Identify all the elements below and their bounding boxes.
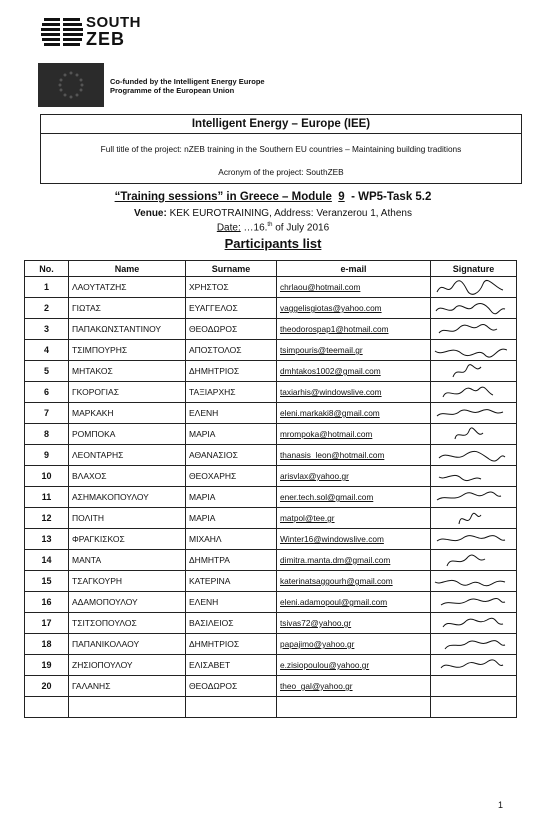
participant-no: 18	[25, 634, 69, 655]
table-row	[25, 571, 517, 592]
participant-email: vaggelisgiotas@yahoo.com	[277, 298, 431, 319]
participant-email: papajimo@yahoo.gr	[277, 634, 431, 655]
venue-label: Venue:	[134, 208, 167, 219]
date-rest: of July 2016	[275, 222, 330, 234]
participant-no: 6	[25, 382, 69, 403]
empty-cell	[69, 697, 186, 718]
participant-email: taxiarhis@windowslive.com	[277, 382, 431, 403]
participant-email: mrompoka@hotmail.com	[277, 424, 431, 445]
participant-no: 7	[25, 403, 69, 424]
participant-signature	[431, 361, 517, 382]
participant-surname: ΕΥΑΓΓΕΛΟΣ	[186, 298, 277, 319]
participant-no: 2	[25, 298, 69, 319]
participant-signature	[431, 487, 517, 508]
table-row	[25, 508, 517, 529]
participant-email: eleni.markaki8@gmail.com	[277, 403, 431, 424]
col-header-surname: Surname	[186, 261, 277, 277]
participant-email: ener.tech.sol@gmail.com	[277, 487, 431, 508]
table-row	[25, 424, 517, 445]
table-row	[25, 676, 517, 697]
participant-signature	[431, 319, 517, 340]
empty-cell	[277, 697, 431, 718]
participant-surname: ΑΘΑΝΑΣΙΟΣ	[186, 445, 277, 466]
participant-surname: ΚΑΤΕΡΙΝΑ	[186, 571, 277, 592]
training-quoted: “Training sessions” in Greece – Module	[114, 191, 332, 203]
participant-signature	[431, 655, 517, 676]
participant-no: 8	[25, 424, 69, 445]
date-line: Date: …16.$^{th}$ of July 2016	[216, 222, 330, 234]
participant-no: 16	[25, 592, 69, 613]
participant-name: ΠΑΠΑΚΩΝΣΤΑΝΤΙΝΟΥ	[69, 319, 186, 340]
participant-surname: ΤΑΞΙΑΡΧΗΣ	[186, 382, 277, 403]
participant-name: ΤΣΙΜΠΟΥΡΗΣ	[69, 340, 186, 361]
participant-no: 20	[25, 676, 69, 697]
handwritten-signature-icon	[433, 404, 507, 423]
table-row	[25, 655, 517, 676]
participant-name: ΓΙΩΤΑΣ	[69, 298, 186, 319]
participant-signature	[431, 508, 517, 529]
table-row	[25, 466, 517, 487]
table-row	[25, 382, 517, 403]
participant-email: chrlaou@hotmail.com	[277, 277, 431, 298]
participant-surname: ΕΛΙΣΑΒΕΤ	[186, 655, 277, 676]
handwritten-signature-icon	[433, 341, 507, 360]
logo-stripes-icon	[40, 12, 84, 52]
handwritten-signature-icon	[433, 593, 507, 612]
eu-flag-icon	[38, 63, 104, 107]
participant-name: ΦΡΑΓΚΙΣΚΟΣ	[69, 529, 186, 550]
cofunding-line2: Programme of the European Union	[110, 86, 235, 95]
participant-signature	[431, 571, 517, 592]
participant-name: ΒΛΑΧΟΣ	[69, 466, 186, 487]
participant-email: katerinatsaggourh@gmail.com	[277, 571, 431, 592]
participant-name: ΠΑΠΑΝΙΚΟΛΑΟΥ	[69, 634, 186, 655]
participant-surname: ΜΑΡΙΑ	[186, 487, 277, 508]
participant-no: 4	[25, 340, 69, 361]
participant-email: theo_gal@yahoo.gr	[277, 676, 431, 697]
participant-name: ΖΗΣΙΟΠΟΥΛΟΥ	[69, 655, 186, 676]
participants-table	[24, 260, 517, 718]
logo-line1: SOUTH	[86, 14, 141, 31]
participant-no: 19	[25, 655, 69, 676]
participant-name: ΜΑΝΤΑ	[69, 550, 186, 571]
participant-email: theodorospap1@hotmail.com	[277, 319, 431, 340]
table-row	[25, 634, 517, 655]
participant-email: Winter16@windowslive.com	[277, 529, 431, 550]
participant-name: ΤΣΙΤΣΟΠΟΥΛΟΣ	[69, 613, 186, 634]
handwritten-signature-icon	[433, 635, 507, 654]
table-row	[25, 550, 517, 571]
participant-no: 3	[25, 319, 69, 340]
participant-signature	[431, 466, 517, 487]
project-acronym: Acronym of the project: SouthZEB	[218, 167, 344, 177]
empty-cell	[431, 697, 517, 718]
participant-no: 10	[25, 466, 69, 487]
southzeb-logo	[40, 12, 150, 52]
participant-name: ΑΔΑΜΟΠΟΥΛΟΥ	[69, 592, 186, 613]
participant-email: thanasis_leon@hotmail.com	[277, 445, 431, 466]
participant-signature	[431, 550, 517, 571]
participant-no: 11	[25, 487, 69, 508]
participant-signature	[431, 634, 517, 655]
col-header-email: e-mail	[277, 261, 431, 277]
participant-name: ΠΟΛΙΤΗ	[69, 508, 186, 529]
date-day: 16.	[253, 222, 268, 234]
table-row	[25, 319, 517, 340]
participant-signature	[431, 277, 517, 298]
logo-line2: ZEB	[86, 29, 125, 49]
venue-text: KEK EUROTRAINING, Address: Veranzerou 1, Athens	[169, 208, 412, 219]
participant-no: 17	[25, 613, 69, 634]
handwritten-signature-icon	[433, 467, 507, 486]
participant-no: 13	[25, 529, 69, 550]
cofunding-line1: Co-funded by the Intelligent Energy Europe	[110, 77, 265, 86]
participant-surname: ΔΗΜΗΤΡΙΟΣ	[186, 361, 277, 382]
participants-list-title: Participants list	[224, 236, 322, 251]
participant-name: ΛΕΟΝΤΑΡΗΣ	[69, 445, 186, 466]
participant-no: 15	[25, 571, 69, 592]
participant-signature	[431, 529, 517, 550]
handwritten-signature-icon	[433, 320, 507, 339]
logo-text	[86, 15, 141, 47]
task-label: - WP5-Task 5.2	[351, 191, 432, 203]
participant-surname: ΒΑΣΙΛΕΙΟΣ	[186, 613, 277, 634]
participant-email: dimitra.manta.dm@gmail.com	[277, 550, 431, 571]
handwritten-signature-icon	[433, 362, 507, 381]
participant-surname: ΜΑΡΙΑ	[186, 508, 277, 529]
venue-line	[0, 208, 546, 219]
handwritten-signature-icon	[433, 656, 507, 675]
col-header-signature: Signature	[431, 261, 517, 277]
participant-name: ΡΟΜΠΟΚΑ	[69, 424, 186, 445]
participant-signature	[431, 403, 517, 424]
participant-surname: ΑΠΟΣΤΟΛΟΣ	[186, 340, 277, 361]
participant-signature	[431, 445, 517, 466]
participant-surname: ΜΑΡΙΑ	[186, 424, 277, 445]
participant-signature	[431, 613, 517, 634]
programme-title: Intelligent Energy – Europe (IEE)	[41, 115, 521, 134]
participant-name: ΛΑΟΥΤΑΤΖΗΣ	[69, 277, 186, 298]
handwritten-signature-icon	[433, 509, 507, 528]
participant-email: arisvlax@yahoo.gr	[277, 466, 431, 487]
page-number: 1	[498, 800, 504, 810]
participant-name: ΜΑΡΚΑΚΗ	[69, 403, 186, 424]
handwritten-signature-icon	[433, 614, 507, 633]
participant-signature	[431, 592, 517, 613]
participant-name: ΓΑΛΑΝΗΣ	[69, 676, 186, 697]
participant-signature	[431, 382, 517, 403]
participant-signature	[431, 298, 517, 319]
participant-surname: ΔΗΜΗΤΡΑ	[186, 550, 277, 571]
table-row	[25, 487, 517, 508]
participant-no: 14	[25, 550, 69, 571]
participant-name: ΤΣΑΓΚΟΥΡΗ	[69, 571, 186, 592]
participant-surname: ΘΕΟΔΩΡΟΣ	[186, 319, 277, 340]
col-header-name: Name	[69, 261, 186, 277]
participant-signature	[431, 340, 517, 361]
project-full-title: Full title of the project: nZEB training in the Southern EU countries – Maintaining building traditions	[100, 144, 462, 154]
table-row	[25, 340, 517, 361]
participant-surname: ΜΙΧΑΗΛ	[186, 529, 277, 550]
participant-email: matpol@tee.gr	[277, 508, 431, 529]
empty-cell	[186, 697, 277, 718]
module-number: 9	[338, 191, 345, 203]
table-row	[25, 613, 517, 634]
table-row	[25, 403, 517, 424]
handwritten-signature-icon	[433, 551, 507, 570]
participant-no: 1	[25, 277, 69, 298]
participant-name: ΑΣΗΜΑΚΟΠΟΥΛΟΥ	[69, 487, 186, 508]
cofunding-text	[110, 77, 265, 95]
handwritten-signature-icon	[433, 425, 507, 444]
participant-email: eleni.adamopoul@gmail.com	[277, 592, 431, 613]
participant-email: tsivas72@yahoo.gr	[277, 613, 431, 634]
participant-surname: ΘΕΟΔΩΡΟΣ	[186, 676, 277, 697]
handwritten-signature-icon	[433, 530, 507, 549]
training-heading	[0, 191, 546, 203]
col-header-no: No.	[25, 261, 69, 277]
empty-cell	[25, 697, 69, 718]
participant-email: tsimpouris@teemail.gr	[277, 340, 431, 361]
participant-signature	[431, 676, 517, 697]
handwritten-signature-icon	[433, 488, 507, 507]
table-row	[25, 277, 517, 298]
handwritten-signature-icon	[433, 278, 507, 297]
handwritten-signature-icon	[433, 383, 507, 402]
handwritten-signature-icon	[433, 572, 507, 591]
participant-no: 5	[25, 361, 69, 382]
participant-no: 12	[25, 508, 69, 529]
table-header-row	[25, 261, 517, 277]
date-label: Date:	[216, 222, 241, 234]
participant-surname: ΘΕΟΧΑΡΗΣ	[186, 466, 277, 487]
project-info-box	[40, 114, 522, 184]
participant-name: ΓΚΟΡΟΓΙΑΣ	[69, 382, 186, 403]
participant-surname: ΕΛΕΝΗ	[186, 592, 277, 613]
participant-email: dmhtakos1002@gmail.com	[277, 361, 431, 382]
table-row	[25, 298, 517, 319]
participant-surname: ΔΗΜΗΤΡΙΟΣ	[186, 634, 277, 655]
handwritten-signature-icon	[433, 446, 507, 465]
participant-name: ΜΗΤΑΚΟΣ	[69, 361, 186, 382]
participant-surname: ΕΛΕΝΗ	[186, 403, 277, 424]
table-row	[25, 592, 517, 613]
date-day-suffix: th	[267, 222, 273, 228]
table-row	[25, 361, 517, 382]
table-row	[25, 445, 517, 466]
empty-table-row	[25, 697, 517, 718]
table-row	[25, 529, 517, 550]
participant-email: e.zisiopoulou@yahoo.gr	[277, 655, 431, 676]
participant-signature	[431, 424, 517, 445]
participant-no: 9	[25, 445, 69, 466]
handwritten-signature-icon	[433, 299, 507, 318]
participant-surname: ΧΡΗΣΤΟΣ	[186, 277, 277, 298]
